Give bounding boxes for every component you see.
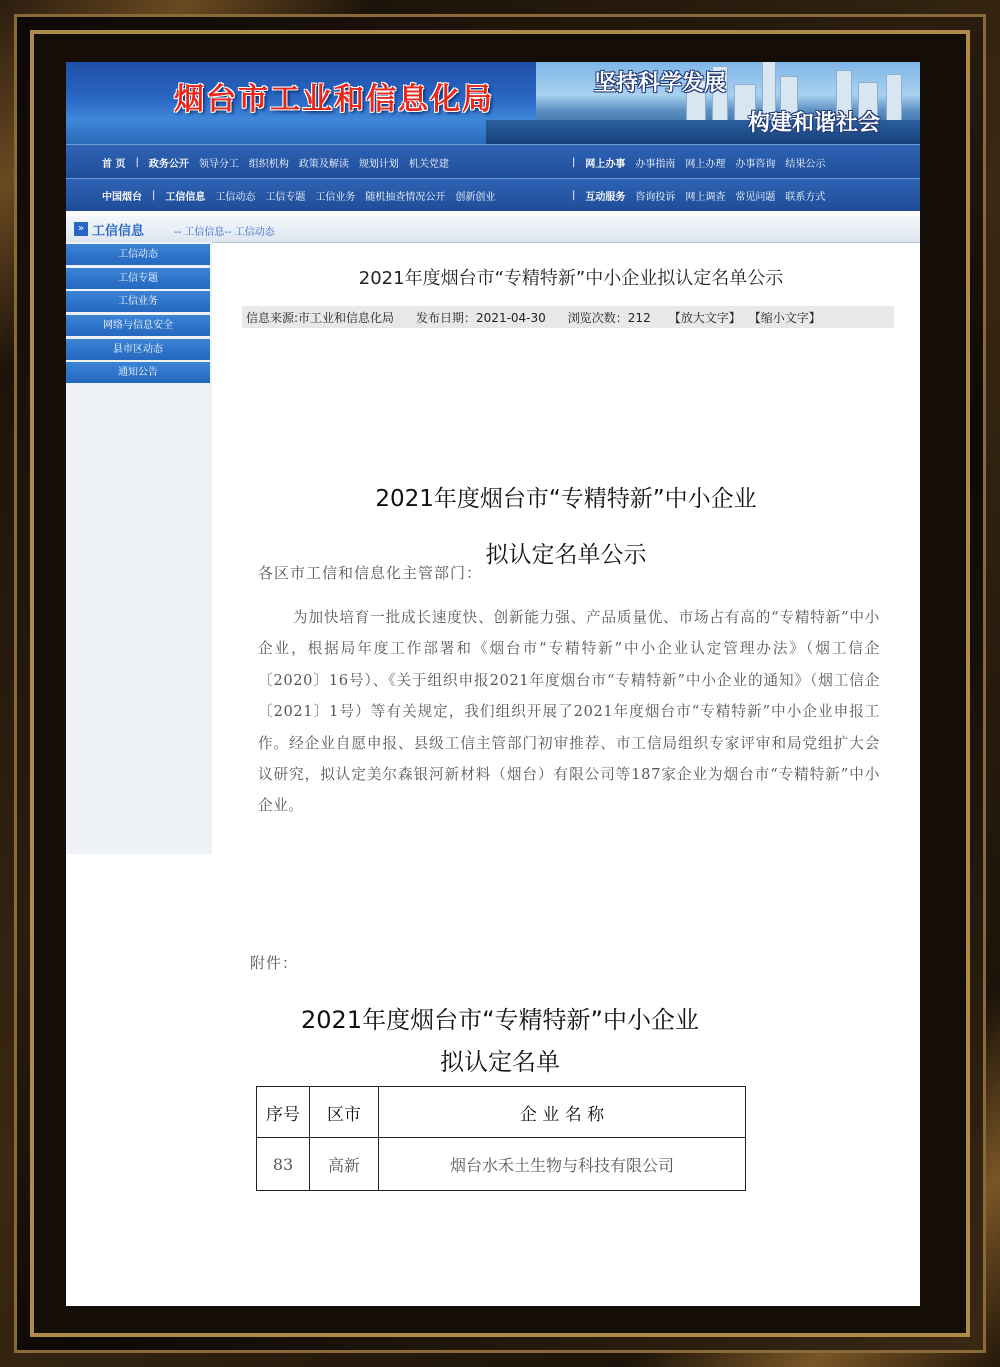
sidebar-item-it-business[interactable]: 工信业务 — [66, 291, 210, 312]
sidebar-item-notices[interactable]: 通知公告 — [66, 362, 210, 383]
publish-date: 发布日期：2021-04-30 — [416, 310, 546, 325]
nav-it-info[interactable]: 工信信息 — [165, 191, 206, 203]
attachment-label: 附件： — [250, 954, 299, 972]
nav-party-building[interactable]: 机关党建 — [408, 158, 449, 170]
nav-it-news[interactable]: 工信动态 — [215, 191, 256, 203]
slogan-line-2: 构建和谐社会 — [748, 110, 881, 136]
table-row — [257, 1138, 746, 1191]
nav-separator: | — [572, 156, 576, 168]
list-title-line-1: 2021年度烟台市“专精特新”中小企业 — [301, 1006, 699, 1034]
nav-row1-right — [572, 145, 835, 179]
article-meta — [242, 306, 894, 328]
info-source: 信息来源:市工业和信息化局 — [246, 310, 395, 325]
column-header-district: 区市 — [310, 1087, 379, 1138]
article-title: 2021年度烟台市“专精特新”中小企业拟认定名单公示 — [358, 268, 784, 289]
nav-online-survey[interactable]: 网上调查 — [685, 191, 726, 203]
list-title-line-2: 拟认定名单 — [440, 1048, 560, 1076]
nav-separator: | — [572, 189, 576, 201]
sidebar-item-it-topics[interactable]: 工信专题 — [66, 268, 210, 289]
nav-separator: | — [152, 189, 156, 201]
main-nav-row-1 — [66, 144, 920, 179]
nav-organization[interactable]: 组织机构 — [248, 158, 289, 170]
nav-row2-right — [572, 179, 835, 211]
nav-faq[interactable]: 常见问题 — [735, 191, 776, 203]
nav-service-inquiry[interactable]: 办事咨询 — [735, 158, 776, 170]
body-paragraph: 为加快培育一批成长速度快、创新能力强、产品质量优、市场占有高的“专精特新”中小企业，根据局年度工作部署和《烟台市“专精特新”中小企业认定管理办法》（烟工信企〔2020〕16号）、《关于组织申报2021年度烟台市“专精特新”中小企业的通知》（烟工信企〔2021〕1号）等有关规定，我们组织开展了2021年度烟台市“专精特新”中小企业申报工作。经企业自愿申报、县级工信主管部门初审推荐、市工信局组织专家评审和局党组扩大会议研究，拟认定美尔森银河新材料（烟台）有限公司等187家企业为烟台市“专精特新”中小企业。 — [258, 609, 880, 815]
nav-separator: | — [135, 156, 139, 168]
screenshot-canvas — [66, 62, 920, 1306]
nav-results[interactable]: 结果公示 — [785, 158, 826, 170]
cell-company: 烟台水禾土生物与科技有限公司 — [379, 1138, 746, 1191]
cell-index: 83 — [257, 1138, 310, 1191]
nav-innovation[interactable]: 创新创业 — [455, 191, 496, 203]
document-title-line-2: 拟认定名单公示 — [485, 542, 647, 568]
section-title: 工信信息 — [92, 224, 145, 239]
breadcrumb — [66, 216, 920, 243]
nav-online-services[interactable]: 网上办事 — [585, 158, 626, 170]
nav-government-affairs[interactable]: 政务公开 — [148, 158, 189, 170]
view-count: 浏览次数：212 — [567, 310, 651, 325]
nav-it-topics[interactable]: 工信专题 — [265, 191, 306, 203]
shrink-text-button[interactable]: 【缩小文字】 — [748, 310, 821, 325]
main-nav-row-2 — [66, 178, 920, 211]
table-header-row — [257, 1087, 746, 1138]
nav-it-business[interactable]: 工信业务 — [315, 191, 356, 203]
sidebar-item-network-security[interactable]: 网络与信息安全 — [66, 315, 210, 336]
document-title-line-1: 2021年度烟台市“专精特新”中小企业 — [375, 486, 757, 512]
nav-row2-left — [102, 179, 505, 211]
breadcrumb-path[interactable]: -- 工信信息-- 工信动态 — [174, 227, 275, 238]
nav-planning[interactable]: 规划计划 — [358, 158, 399, 170]
nav-contact[interactable]: 联系方式 — [785, 191, 826, 203]
cell-district: 高新 — [310, 1138, 379, 1191]
site-banner — [66, 62, 920, 144]
enlarge-text-button[interactable]: 【放大文字】 — [668, 310, 741, 325]
slogan-line-1: 坚持科学发展 — [594, 70, 727, 96]
nav-policy[interactable]: 政策及解读 — [298, 158, 349, 170]
double-chevron-icon: » — [74, 222, 88, 236]
nav-interactive-services[interactable]: 互动服务 — [585, 191, 626, 203]
column-header-company: 企 业 名 称 — [379, 1087, 746, 1138]
sidebar-item-county-news[interactable]: 县市区动态 — [66, 339, 210, 360]
column-header-index: 序号 — [257, 1087, 310, 1138]
nav-complaints[interactable]: 咨询投诉 — [635, 191, 676, 203]
greeting: 各区市工信和信息化主管部门： — [258, 564, 483, 582]
nav-home[interactable]: 首 页 — [102, 158, 126, 170]
site-title: 烟台市工业和信息化局 — [174, 82, 494, 117]
sidebar-item-it-news[interactable]: 工信动态 — [66, 244, 210, 265]
nav-service-guide[interactable]: 办事指南 — [635, 158, 676, 170]
nav-leadership[interactable]: 领导分工 — [198, 158, 239, 170]
nav-online-processing[interactable]: 网上办理 — [685, 158, 726, 170]
nav-china-yantai[interactable]: 中国烟台 — [102, 191, 142, 203]
article — [66, 242, 920, 1306]
nav-random-inspection[interactable]: 随机抽查情况公开 — [365, 191, 446, 203]
nav-row1-left — [102, 145, 459, 179]
enterprise-list-table — [256, 1086, 746, 1191]
